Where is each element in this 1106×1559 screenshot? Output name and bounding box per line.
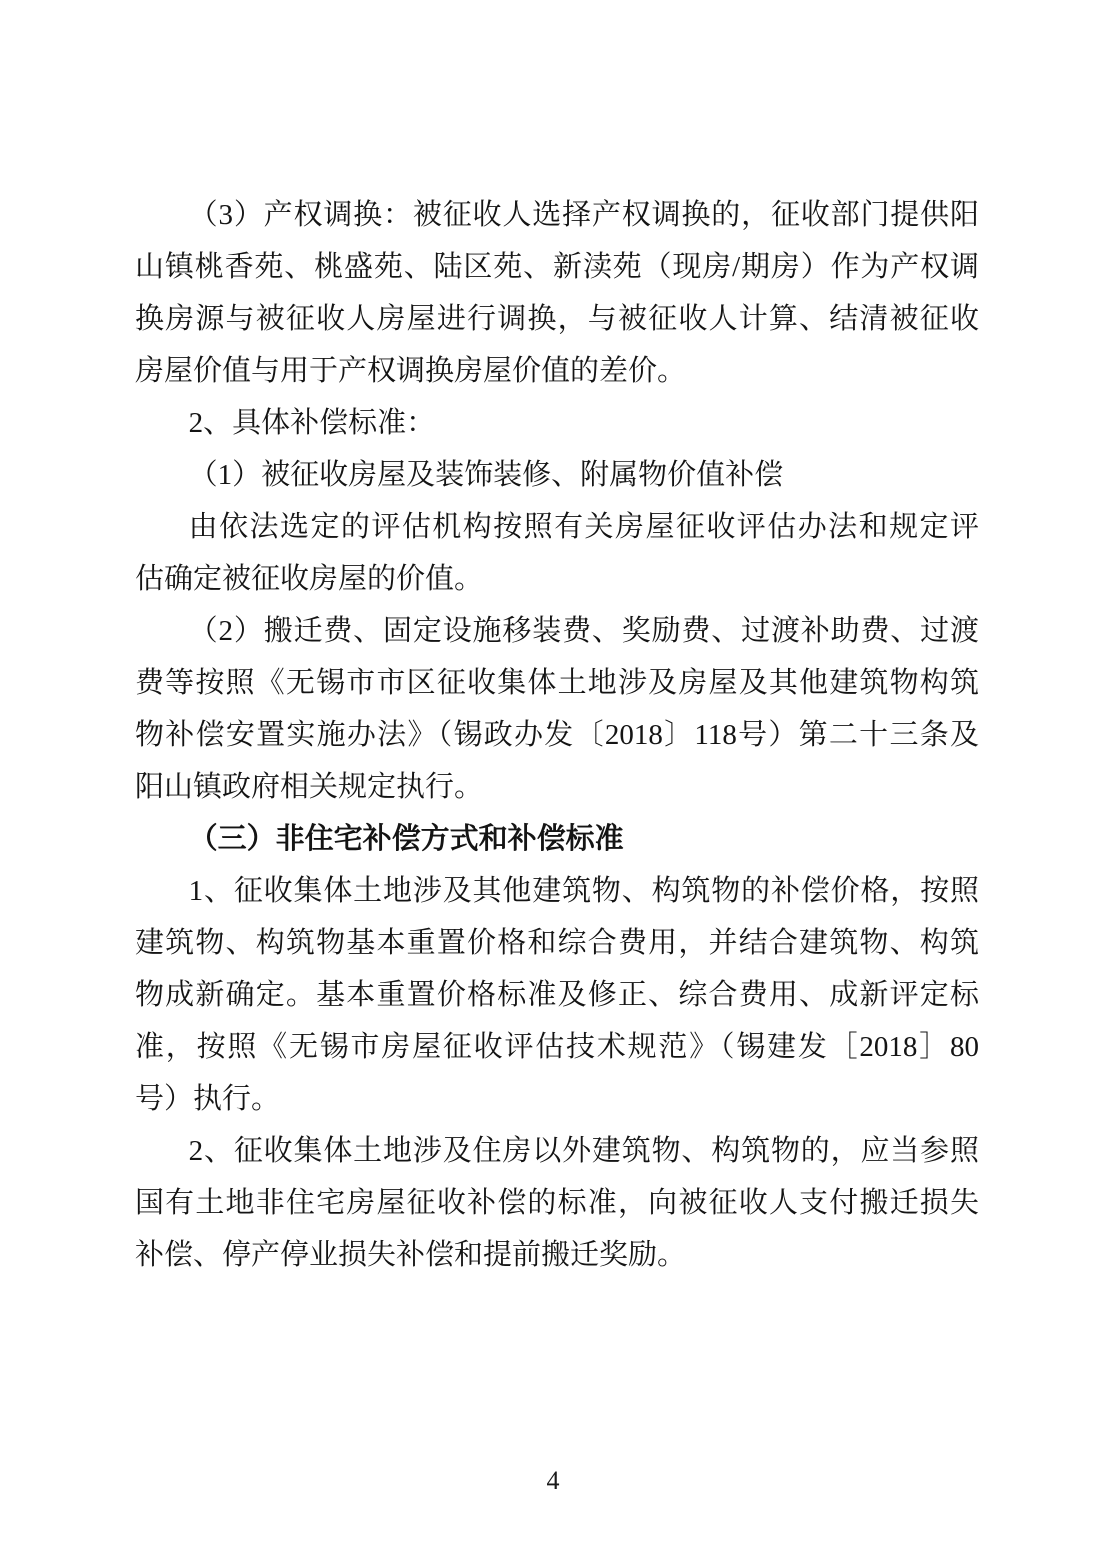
text-line: 国有土地非住宅房屋征收补偿的标准，向被征收人支付搬迁损失 [135,1187,979,1219]
text-line: 补偿、停产停业损失补偿和提前搬迁奖励。 [135,1239,687,1271]
section-heading-line: （三）非住宅补偿方式和补偿标准 [188,823,624,855]
text-line: 准，按照《无锡市房屋征收评估技术规范》（锡建发［2018］80 [135,1031,979,1063]
text-line: 1、征收集体土地涉及其他建筑物、构筑物的补偿价格，按照 [188,875,979,907]
text-line: 号）执行。 [135,1083,281,1115]
text-line: 由依法选定的评估机构按照有关房屋征收评估办法和规定评 [188,511,979,543]
text-line: 阳山镇政府相关规定执行。 [135,771,484,803]
text-line: （3）产权调换：被征收人选择产权调换的，征收部门提供阳 [188,199,979,231]
text-line: 建筑物、构筑物基本重置价格和综合费用，并结合建筑物、构筑 [135,927,979,959]
page-number: 4 [546,1466,560,1495]
document-body [135,189,979,1281]
text-line: 估确定被征收房屋的价值。 [135,563,484,595]
text-line: 房屋价值与用于产权调换房屋价值的差价。 [135,355,687,387]
text-line: 物成新确定。基本重置价格标准及修正、综合费用、成新评定标 [135,979,979,1011]
text-line: 2、具体补偿标准： [188,407,436,439]
text-line: 山镇桃香苑、桃盛苑、陆区苑、新渎苑（现房/期房）作为产权调 [135,251,979,283]
text-line: 物补偿安置实施办法》（锡政办发〔2018〕118号）第二十三条及 [135,719,979,751]
text-line: 2、征收集体土地涉及住房以外建筑物、构筑物的，应当参照 [188,1135,979,1167]
text-line: （2）搬迁费、固定设施移装费、奖励费、过渡补助费、过渡 [188,615,979,647]
text-line: （1）被征收房屋及装饰装修、附属物价值补偿 [188,459,784,491]
text-line: 换房源与被征收人房屋进行调换，与被征收人计算、结清被征收 [135,303,979,335]
text-line: 费等按照《无锡市市区征收集体土地涉及房屋及其他建筑物构筑 [135,667,979,699]
